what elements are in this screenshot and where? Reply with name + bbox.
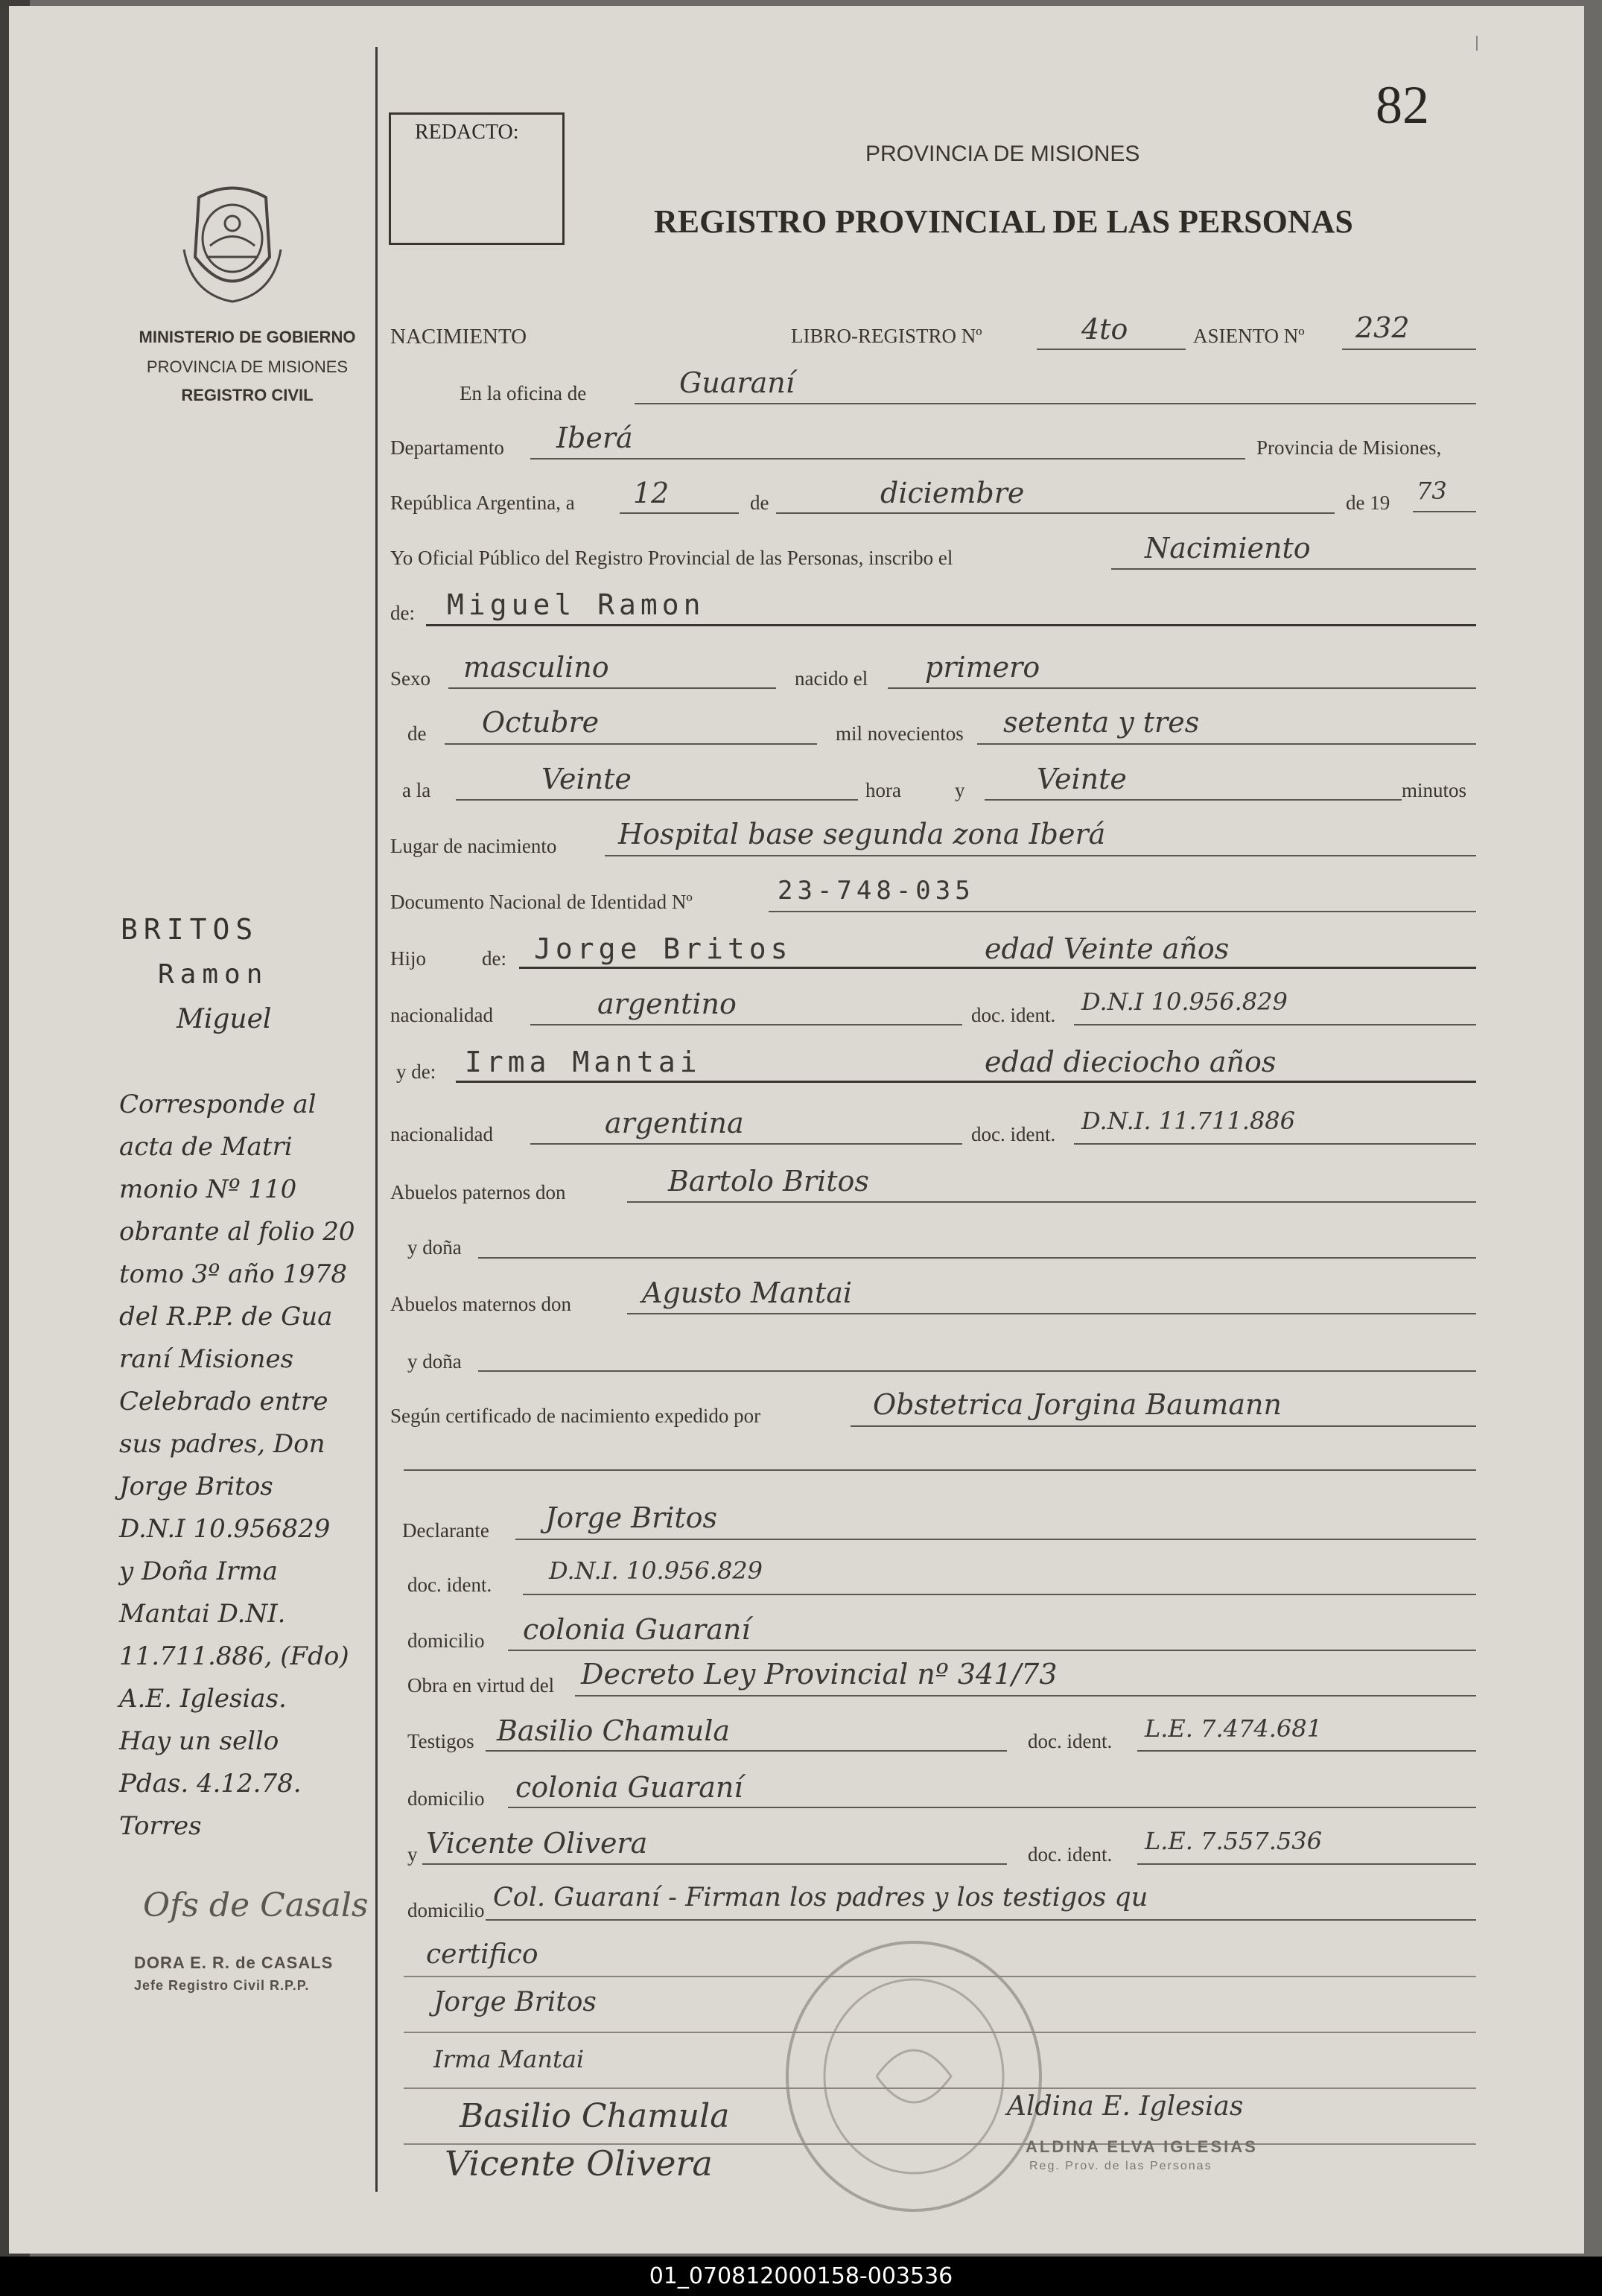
padre-nacionalidad: argentino [597,988,737,1020]
declarante-value: Jorge Britos [545,1501,718,1534]
fecha-mes-line [776,512,1335,514]
header-province: PROVINCIA DE MISIONES [865,141,1140,166]
testigo2-domicilio: Col. Guaraní - Firman los padres y los testigos qu [493,1883,1148,1912]
firma-testigo1: Basilio Chamula [460,2097,730,2135]
testigo1-domicilio: colonia Guaraní [515,1771,743,1804]
margin-divider [375,47,378,2192]
fecha-mes: diciembre [880,477,1025,509]
margin-note-line: Corresponde al [119,1090,317,1119]
hora-value: Veinte [541,763,632,795]
margin-note-line: Jorge Britos [119,1472,273,1501]
fecha-dia-line [620,512,739,514]
anio-line [977,743,1476,745]
yo-oficial-label: Yo Oficial Público del Registro Provincial de las Personas, inscribo el [390,547,953,569]
declarante-doc: D.N.I. 10.956.829 [549,1556,763,1585]
hijo-label: Hijo [390,947,427,970]
margin-note-line: 11.711.886, (Fdo) [119,1641,349,1671]
padre-nacionalidad-line [530,1024,962,1025]
madre-line [456,1081,1476,1083]
ala-label: a la [402,779,431,801]
testigo2-line [422,1863,1007,1865]
margin-note-line: Pdas. 4.12.78. [119,1769,302,1799]
testigo2: Vicente Olivera [426,1827,648,1860]
certifico-text: certifico [426,1939,538,1970]
testigo1-doc-label: doc. ident. [1028,1730,1113,1752]
abuelo-paterno: Bartolo Britos [668,1165,869,1198]
padre-doc: D.N.I 10.956.829 [1081,988,1288,1016]
margin-sello-2: Jefe Registro Civil R.P.P. [134,1978,310,1993]
abuelo-paterno-line [627,1201,1476,1203]
official-seal-icon [780,1935,1048,2218]
madre-doc-label: doc. ident. [971,1123,1056,1145]
page-number: 82 [1376,75,1429,135]
minutos-value: Veinte [1037,763,1127,795]
hijo-de-label: de: [482,947,506,970]
nacido-line [888,687,1476,689]
dni-value: 23-748-035 [778,876,975,906]
y-dona-label-1: y doña [407,1236,462,1259]
sexo-value: masculino [463,651,609,684]
padre-edad: edad Veinte años [985,932,1230,965]
mes-line [445,743,817,745]
certificado-label: Según certificado de nacimiento expedido por [390,1405,761,1427]
abuelos-paternos-label: Abuelos paternos don [390,1181,566,1203]
dni-line [769,911,1476,912]
margin-note-line: Mantai D.NI. [119,1599,286,1629]
certificado-value: Obstetrica Jorgina Baumann [873,1388,1282,1421]
fecha-anio: 73 [1417,477,1447,505]
asiento-line [1342,349,1476,350]
oficina-label: En la oficina de [460,382,587,404]
margin-sello-1: DORA E. R. de CASALS [134,1953,334,1972]
margin-note-line: raní Misiones [119,1344,294,1374]
document-page [9,6,1584,2254]
padre-doc-line [1074,1024,1476,1025]
margin-note-line: acta de Matri [119,1132,293,1162]
margin-note-line: Torres [119,1811,202,1841]
hora-label: hora [865,779,901,801]
sello-oficial: ALDINA ELVA IGLESIAS [1026,2137,1258,2156]
testigo2-y-label: y [407,1843,418,1866]
declarante-domicilio: colonia Guaraní [523,1613,751,1646]
abuelo-materno: Agusto Mantai [642,1276,853,1309]
right-page-border [1476,36,1478,51]
declarante-doc-line [523,1594,1476,1595]
madre-doc: D.N.I. 11.711.886 [1081,1107,1296,1135]
margin-note-line: del R.P.P. de Gua [119,1302,333,1332]
hora-line [456,799,858,801]
testigo2-doc-label: doc. ident. [1028,1843,1113,1866]
madre-nacionalidad: argentina [605,1107,744,1139]
asiento-label: ASIENTO Nº [1193,325,1305,347]
obra-value: Decreto Ley Provincial nº 341/73 [581,1658,1058,1691]
nombre-line [426,624,1476,626]
margin-nombre2: Miguel [177,1004,272,1034]
margin-note-line: y Doña Irma [119,1556,278,1586]
nacido-label: nacido el [795,667,868,690]
oficina-line [635,403,1476,404]
de-year-label: de 19 [1346,492,1390,514]
oficina-value: Guaraní [679,366,795,399]
declarante-domicilio-label: domicilio [407,1629,485,1652]
departamento-value: Iberá [556,422,633,454]
firma-padre: Jorge Britos [433,1987,597,2017]
madre-nacionalidad-label: nacionalidad [390,1123,493,1145]
left-header-line2: PROVINCIA DE MISIONES [146,357,349,376]
padre-nacionalidad-label: nacionalidad [390,1004,493,1026]
left-header-line1: MINISTERIO DE GOBIERNO [139,328,356,346]
margin-apellido: BRITOS [121,913,259,946]
madre-value: Irma Mantai [465,1046,702,1078]
declarante-line [515,1539,1476,1540]
margin-note-line: obrante al folio 20 [119,1217,355,1247]
libro-line [1037,349,1186,350]
redacto-label: REDACTO: [415,121,519,144]
madre-edad: edad dieciocho años [985,1046,1277,1078]
header-registry: REGISTRO PROVINCIAL DE LAS PERSONAS [654,203,1353,240]
inscribo-line [1111,568,1476,570]
mil-label: mil novecientos [836,722,964,745]
testigos-label: Testigos [407,1730,474,1752]
abuelos-maternos-label: Abuelos maternos don [390,1293,571,1315]
margin-note-line: Hay un sello [119,1726,279,1756]
nombre-value: Miguel Ramon [447,588,705,621]
testigo1-doc: L.E. 7.474.681 [1145,1714,1322,1743]
departamento-line [530,458,1245,459]
anio-value: setenta y tres [1003,706,1200,739]
margin-firma: Ofs de Casals [143,1886,369,1924]
de-mes-label: de [407,722,427,745]
left-header-line3: REGISTRO CIVIL [181,386,314,404]
libro-value: 4to [1081,313,1128,346]
fecha-anio-line [1413,511,1476,512]
testigo2-domicilio-label: domicilio [407,1899,485,1921]
obra-line [575,1695,1476,1696]
testigo1: Basilio Chamula [497,1714,731,1747]
certificado-line-2 [404,1469,1476,1471]
madre-doc-line [1074,1143,1476,1145]
testigo2-domicilio-line [486,1919,1476,1921]
abuelo-materno-line [627,1313,1476,1314]
firma-madre: Irma Mantai [433,2045,585,2073]
padre-doc-label: doc. ident. [971,1004,1056,1026]
declarante-label: Declarante [402,1519,489,1542]
testigo1-domicilio-line [508,1807,1476,1808]
redacto-box [389,112,565,245]
departamento-label: Departamento [390,436,504,459]
de-label: de [750,492,769,514]
republica-label: República Argentina, a [390,492,575,514]
minutos-label: minutos [1402,779,1467,801]
padre-line [519,967,1476,969]
nacido-value: primero [925,651,1040,684]
declarante-domicilio-line [508,1650,1476,1651]
mes-value: Octubre [482,706,600,739]
testigo2-doc: L.E. 7.557.536 [1145,1827,1322,1855]
margin-note-line: D.N.I 10.956829 [119,1514,331,1544]
lugar-value: Hospital base segunda zona Iberá [618,818,1106,850]
margin-note-line: tomo 3º año 1978 [119,1259,348,1289]
dni-label: Documento Nacional de Identidad Nº [390,891,693,913]
minutos-line [985,799,1402,801]
margin-note-line: monio Nº 110 [119,1174,297,1204]
testigo1-domicilio-label: domicilio [407,1787,485,1810]
firma-testigo2: Vicente Olivera [445,2143,713,2184]
sexo-label: Sexo [390,667,430,690]
margin-note-line: sus padres, Don [119,1429,325,1459]
asiento-value: 232 [1355,311,1410,344]
margin-note-line: Celebrado entre [119,1387,328,1416]
y-dona-label-2: y doña [407,1350,462,1373]
declarante-doc-label: doc. ident. [407,1574,492,1596]
sexo-line [448,687,776,689]
testigo1-doc-line [1137,1750,1476,1752]
image-caption: 01_070812000158-003536 [0,2257,1602,2296]
sello-oficial-sub: Reg. Prov. de las Personas [1029,2160,1212,2172]
libro-label: LIBRO-REGISTRO Nº [791,325,982,347]
margin-note-line: A.E. Iglesias. [119,1684,287,1714]
madre-nacionalidad-line [530,1143,962,1145]
y-label: y [955,779,965,801]
y-de-label: y de: [396,1060,436,1083]
obra-label: Obra en virtud del [407,1674,555,1696]
testigo2-doc-line [1137,1863,1476,1865]
padre-value: Jorge Britos [534,932,792,965]
misiones-coat-of-arms-icon [177,182,288,309]
inscribo-value: Nacimiento [1145,532,1311,565]
lugar-label: Lugar de nacimiento [390,835,557,857]
act-type-label: NACIMIENTO [390,325,527,349]
abuela-paterna-line [478,1257,1476,1259]
provincia-label: Provincia de Misiones, [1256,436,1442,459]
abuela-materna-line [478,1370,1476,1372]
lugar-line [605,855,1476,856]
margin-nombre1: Ramon [158,959,269,990]
testigo1-line [486,1750,1007,1752]
de-nombre-label: de: [390,602,415,624]
certificado-line [851,1425,1476,1427]
fecha-dia: 12 [633,477,670,509]
oficial-firma: Aldina E. Iglesias [1007,2091,1244,2122]
